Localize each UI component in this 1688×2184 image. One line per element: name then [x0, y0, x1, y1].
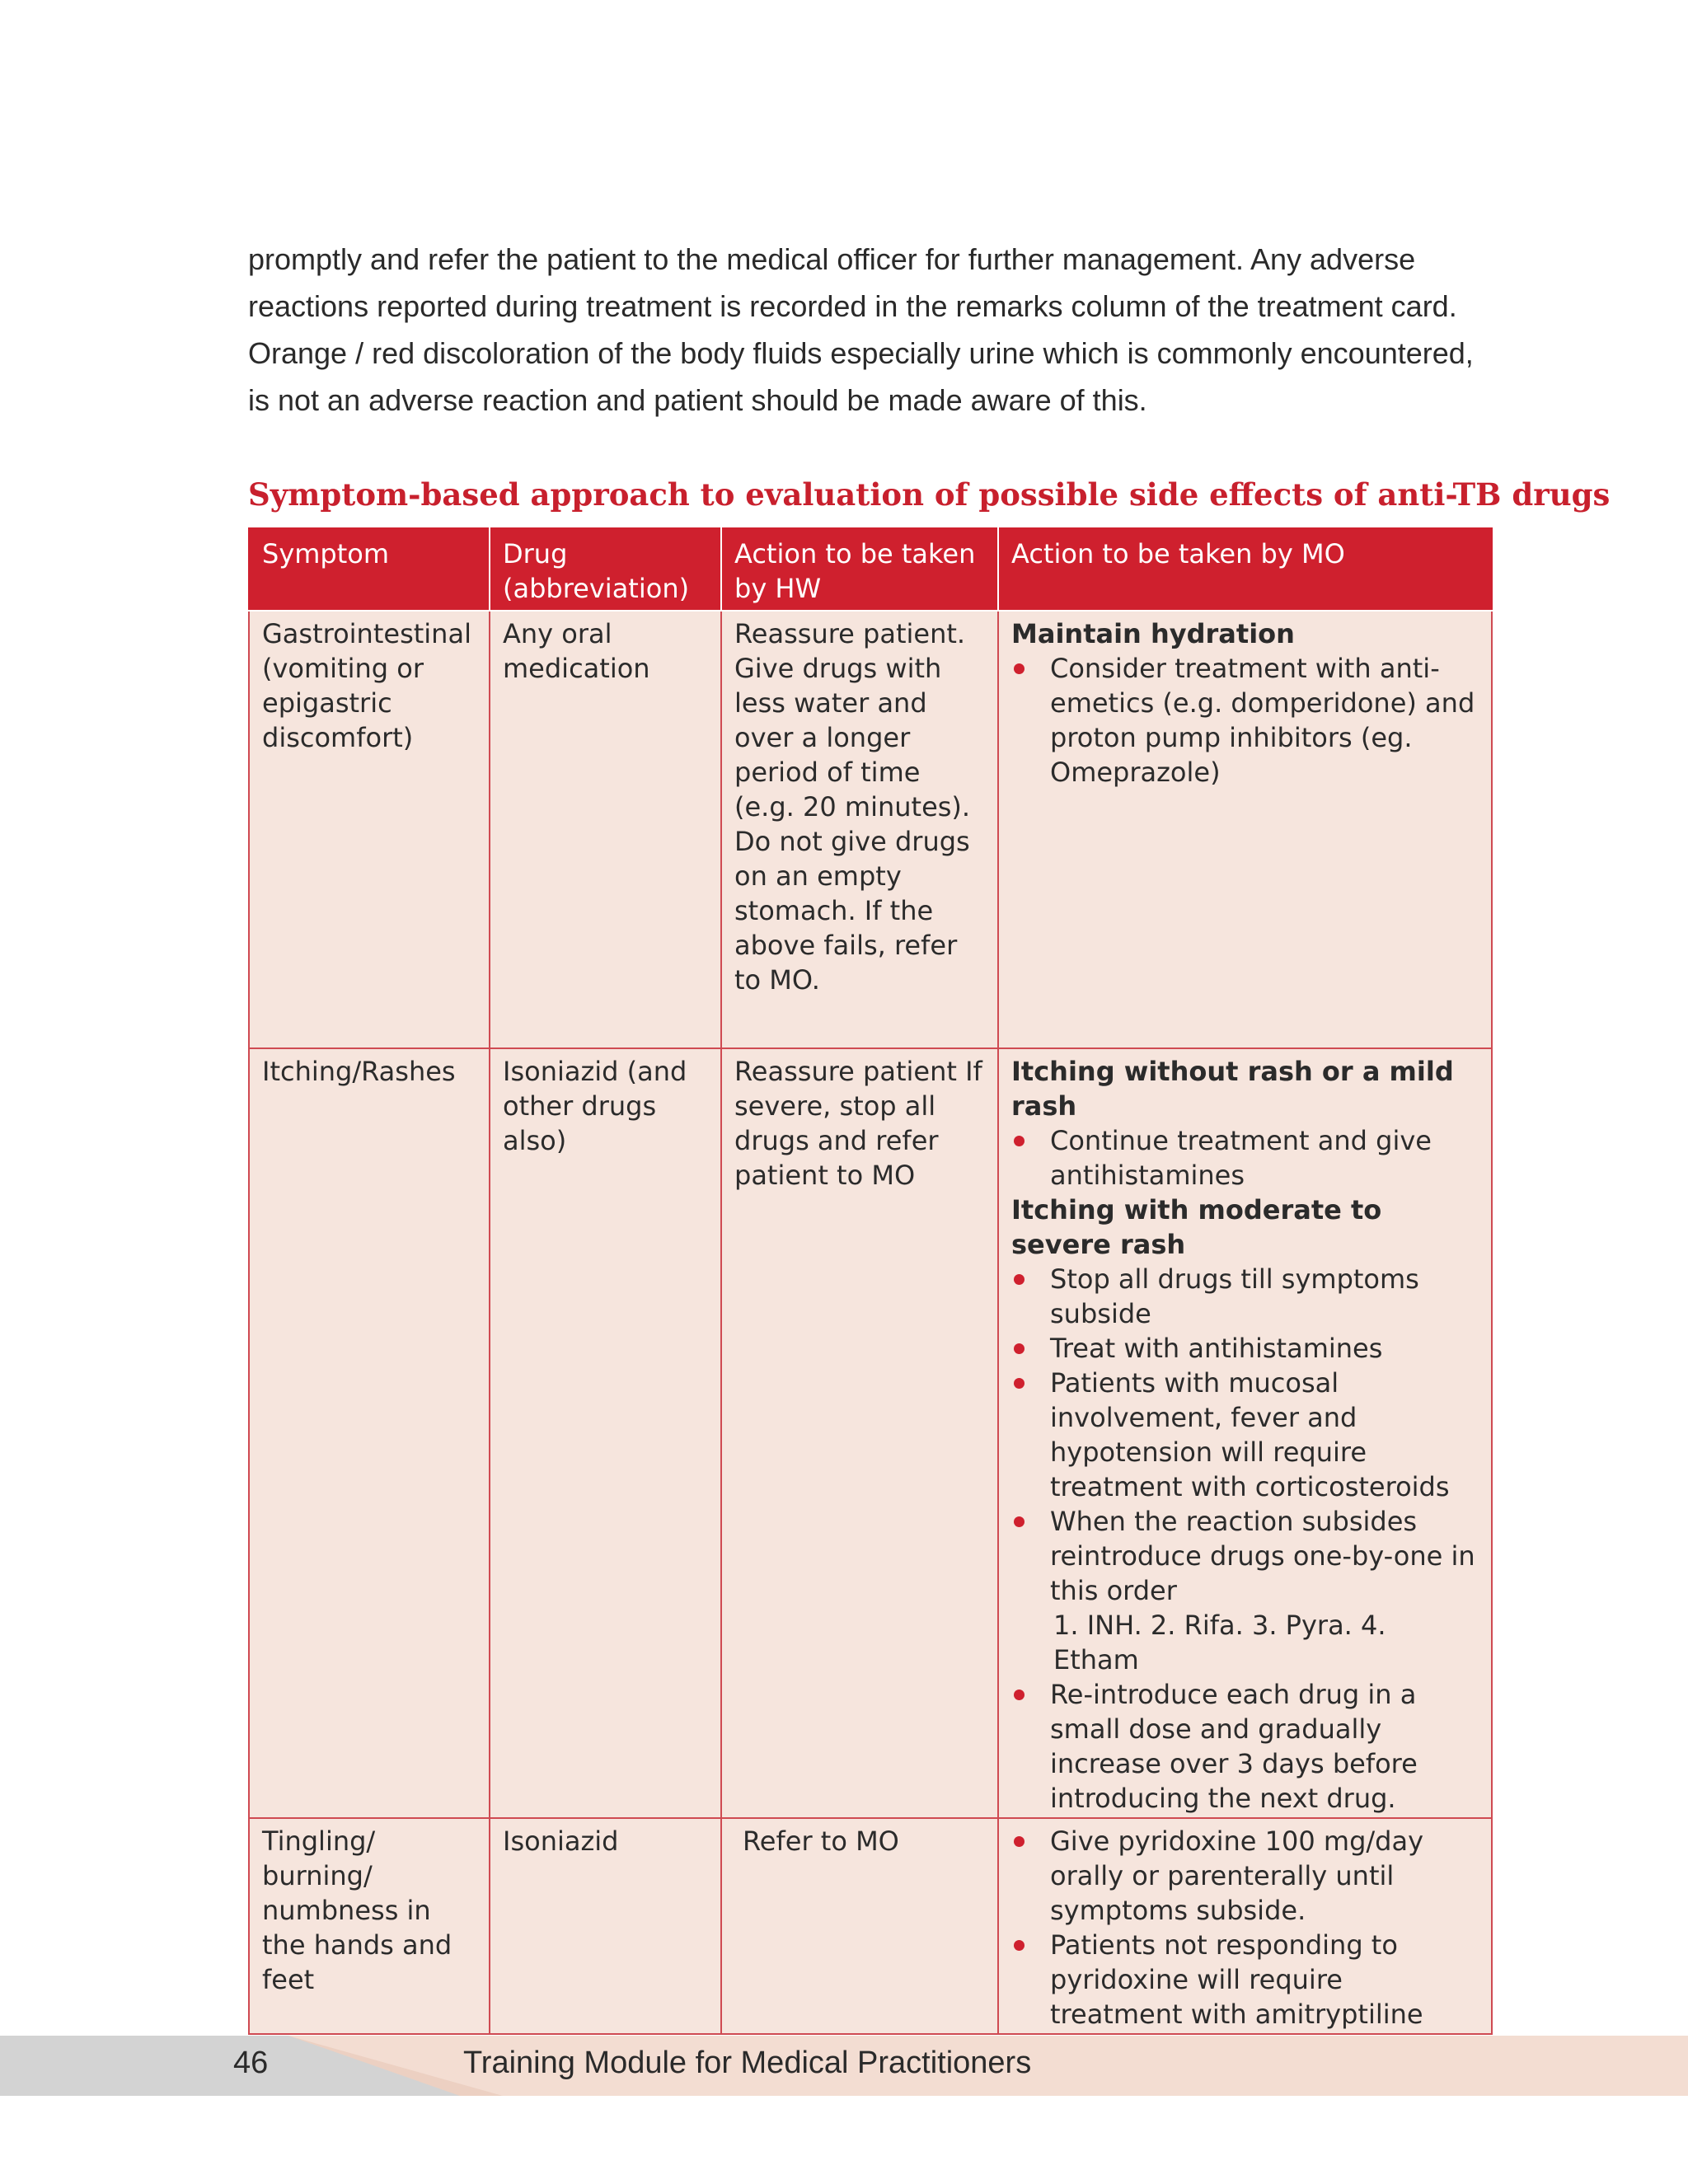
cell-drug: Isoniazid: [490, 1818, 721, 2034]
mo-bullet-list: [1011, 1262, 1479, 1608]
bullet-icon: [1014, 1940, 1025, 1951]
mo-bullet-list: [1011, 1824, 1479, 2032]
list-item-text: When the reaction subsides reintroduce drugs one-by-one in this order: [1050, 1506, 1475, 1606]
bullet-icon: [1014, 1836, 1025, 1847]
bullet-icon: [1014, 663, 1025, 674]
table-header-row: [249, 528, 1492, 611]
header-drug: Drug (abbreviation): [490, 528, 721, 611]
list-item-text: Consider treatment with anti-emetics (e.g. domperidone) and proton pump inhibitors (eg. Omeprazole): [1050, 653, 1475, 788]
list-item-text: Patients not responding to pyridoxine will require treatment with amitryptiline: [1050, 1929, 1423, 2030]
intro-line: is not an adverse reaction and patient should be made aware of this.: [248, 383, 1147, 417]
list-item-text: Re-introduce each drug in a small dose and gradually increase over 3 days before introducing the next drug.: [1050, 1679, 1418, 1814]
list-item: [1011, 1331, 1479, 1366]
header-symptom: Symptom: [249, 528, 490, 611]
section-title: Symptom-based approach to evaluation of possible side effects of anti-TB drugs: [248, 476, 1611, 513]
list-item: [1011, 1677, 1479, 1816]
cell-hw-action: Reassure patient. Give drugs with less water and over a longer period of time (e.g. 20 minutes). Do not give drugs on an empty stomach. If the above fails, refer to MO.: [721, 611, 998, 1048]
cell-symptom: Itching/Rashes: [249, 1048, 490, 1818]
list-item-text: Treat with antihistamines: [1050, 1333, 1383, 1364]
cell-drug: Isoniazid (and other drugs also): [490, 1048, 721, 1818]
bullet-icon: [1014, 1516, 1025, 1527]
list-item: [1011, 1504, 1479, 1608]
list-item-text: Continue treatment and give antihistamines: [1050, 1125, 1432, 1191]
cell-symptom: Gastrointestinal (vomiting or epigastric discomfort): [249, 611, 490, 1048]
bullet-icon: [1014, 1136, 1025, 1146]
cell-drug: Any oral medication: [490, 611, 721, 1048]
mo-bullet-list: [1011, 1677, 1479, 1816]
mo-subheading: Itching with moderate to severe rash: [1011, 1194, 1382, 1260]
header-hw-action: Action to be taken by HW: [721, 528, 998, 611]
header-mo-action: Action to be taken by MO: [998, 528, 1492, 611]
mo-subheading: Itching without rash or a mild rash: [1011, 1056, 1454, 1122]
cell-mo-action: [998, 611, 1492, 1048]
cell-hw-action: Refer to MO: [721, 1818, 998, 2034]
list-item: [1011, 1824, 1479, 1928]
bullet-icon: [1014, 1343, 1025, 1354]
side-effects-table: [248, 527, 1493, 2035]
list-item-text: Give pyridoxine 100 mg/day orally or parenterally until symptoms subside.: [1050, 1825, 1424, 1926]
bullet-icon: [1014, 1274, 1025, 1285]
list-item: [1011, 1123, 1479, 1193]
footer-title: Training Module for Medical Practitioners: [463, 2046, 1032, 2080]
list-item: [1011, 1366, 1479, 1504]
cell-mo-action: [998, 1818, 1492, 2034]
cell-symptom: Tingling/ burning/ numbness in the hands and feet: [249, 1818, 490, 2034]
mo-bullet-list: [1011, 1123, 1479, 1193]
table-row: [249, 611, 1492, 1048]
cell-hw-action: Reassure patient If severe, stop all drugs and refer patient to MO: [721, 1048, 998, 1818]
list-item-text: Stop all drugs till symptoms subside: [1050, 1263, 1419, 1329]
page-number: 46: [233, 2046, 269, 2080]
mo-bullet-list: [1011, 651, 1479, 790]
bullet-icon: [1014, 1690, 1025, 1700]
intro-line: Orange / red discoloration of the body fluids especially urine which is commonly encountered,: [248, 336, 1474, 370]
list-item: [1011, 1262, 1479, 1331]
list-item-text: Patients with mucosal involvement, fever and hypotension will require treatment with corticosteroids: [1050, 1367, 1450, 1502]
drug-order-line: 1. INH. 2. Rifa. 3. Pyra. 4. Etham: [1053, 1610, 1386, 1675]
bullet-icon: [1014, 1378, 1025, 1389]
list-item: [1011, 1928, 1479, 2032]
table-row: [249, 1818, 1492, 2034]
cell-mo-action: [998, 1048, 1492, 1818]
intro-line: reactions reported during treatment is recorded in the remarks column of the treatment card.: [248, 289, 1457, 323]
table-row: [249, 1048, 1492, 1818]
list-item: [1011, 651, 1479, 790]
intro-line: promptly and refer the patient to the medical officer for further management. Any adverse: [248, 242, 1416, 276]
mo-subheading: Maintain hydration: [1011, 618, 1295, 649]
intro-paragraph: [248, 236, 1493, 424]
